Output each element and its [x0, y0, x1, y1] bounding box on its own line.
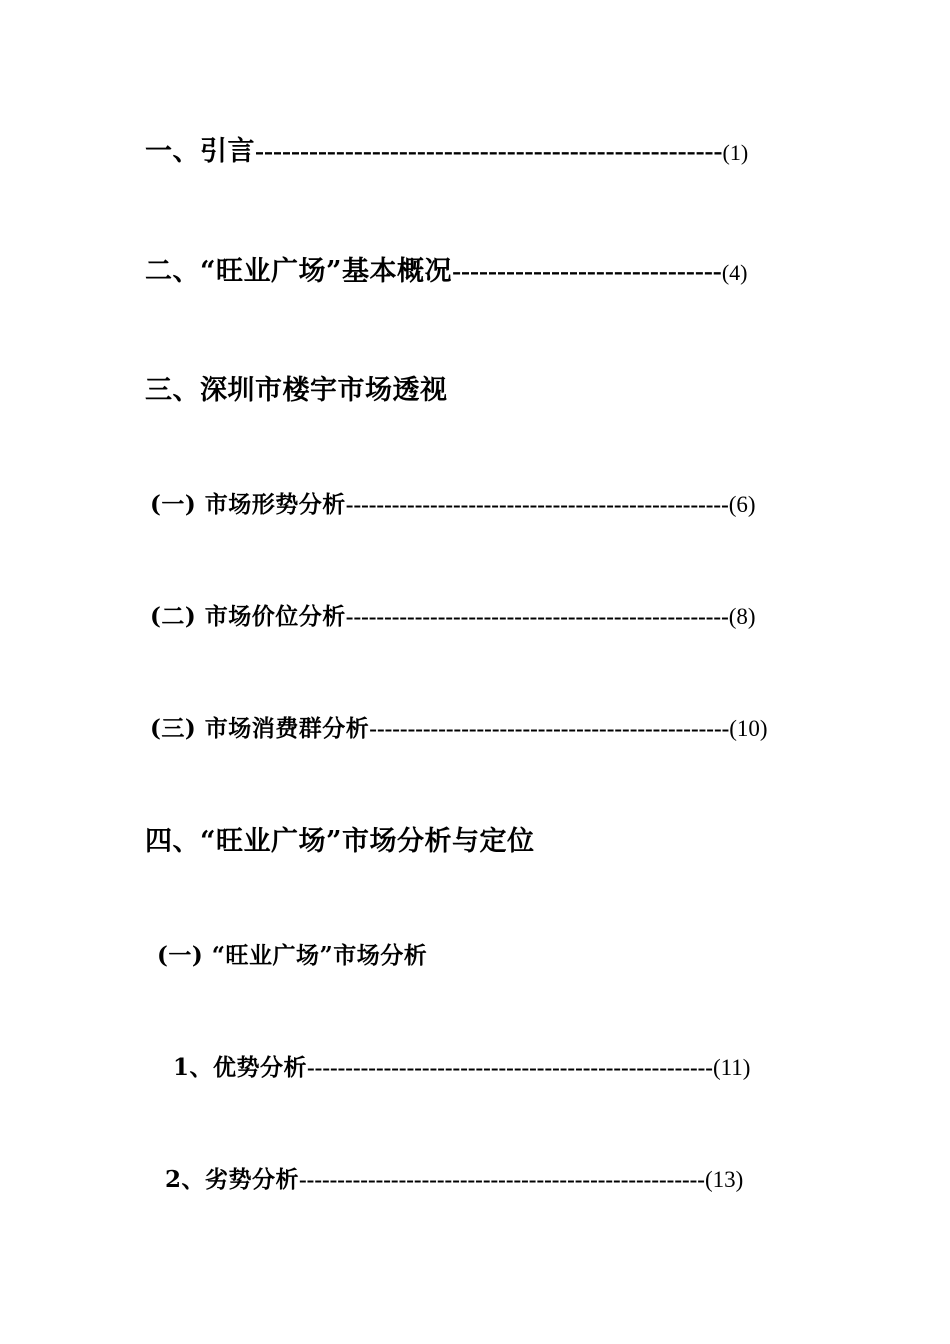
- toc-entry-title: 2、劣势分析: [165, 1166, 300, 1193]
- toc-entry-strengths[interactable]: [173, 1056, 750, 1080]
- toc-page-number: (10): [729, 716, 768, 741]
- toc-entry-overview[interactable]: [145, 258, 747, 285]
- toc-page-number: (8): [728, 604, 756, 629]
- toc-entry-title: 1、优势分析: [173, 1054, 308, 1081]
- toc-entry-title: 三、深圳市楼宇市场透视: [145, 375, 448, 406]
- toc-entry-weaknesses[interactable]: [165, 1168, 743, 1192]
- toc-leader-dots: --------------------------------------------------: [345, 604, 729, 629]
- toc-page-number: (6): [728, 492, 756, 517]
- toc-entry-market-price[interactable]: [150, 605, 756, 629]
- toc-entry-title: (一) “旺业广场”市场分析: [157, 942, 428, 969]
- toc-entry-title: 二、“旺业广场”基本概况: [145, 256, 453, 287]
- toc-entry-title: (三) 市场消费群分析: [150, 715, 370, 742]
- toc-leader-dots: -----------------------------------------------------: [299, 1167, 705, 1192]
- toc-entry-market-situation[interactable]: [150, 493, 756, 517]
- toc-page-number: (13): [704, 1167, 744, 1192]
- toc-page-number: (4): [721, 260, 748, 285]
- toc-heading-plaza-market-analysis[interactable]: [157, 944, 427, 968]
- toc-heading-market-perspective[interactable]: [145, 377, 448, 404]
- toc-entry-title: (一) 市场形势分析: [150, 491, 346, 518]
- toc-entry-consumer-groups[interactable]: [150, 717, 768, 741]
- toc-entry-introduction[interactable]: [145, 138, 748, 165]
- toc-page-number: (11): [712, 1055, 751, 1080]
- toc-entry-title: 一、引言: [145, 136, 255, 167]
- toc-heading-market-analysis-positioning[interactable]: [145, 828, 535, 855]
- toc-entry-title: (二) 市场价位分析: [150, 603, 346, 630]
- toc-leader-dots: ------------------------------: [452, 256, 722, 286]
- toc-leader-dots: -----------------------------------------------------: [307, 1055, 713, 1080]
- toc-leader-dots: ----------------------------------------------------: [255, 136, 723, 166]
- toc-leader-dots: -----------------------------------------------: [369, 716, 730, 741]
- toc-entry-title: 四、“旺业广场”市场分析与定位: [145, 826, 535, 857]
- toc-page-number: (1): [722, 140, 749, 165]
- toc-leader-dots: --------------------------------------------------: [345, 492, 729, 517]
